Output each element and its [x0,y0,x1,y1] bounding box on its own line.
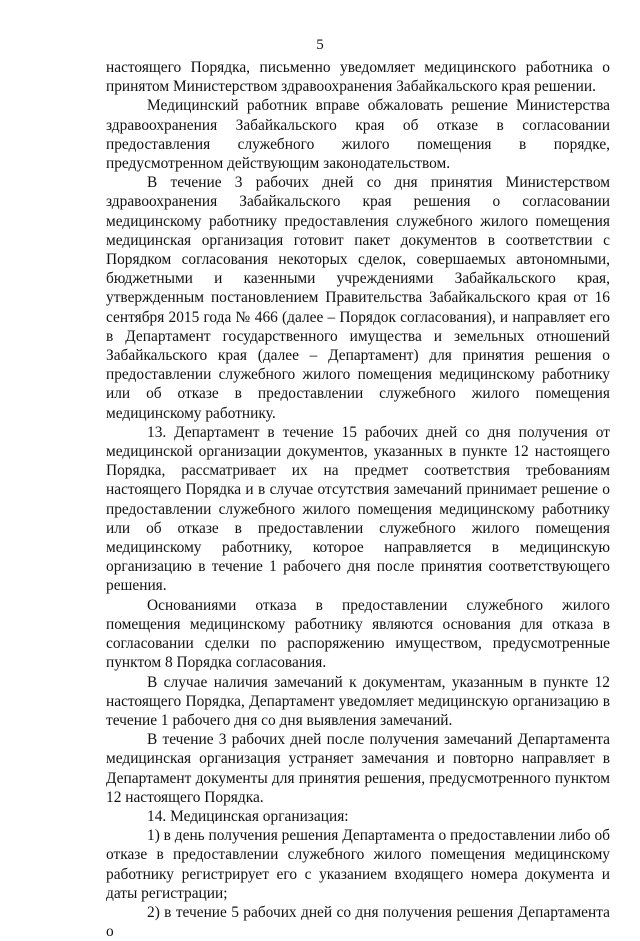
paragraph-remarks-notice: В случае наличия замечаний к документам, указанным в пункте 12 настоящего Порядка, Департамент уведомляет медицинскую организацию в течение 1 рабочего дня со дня выявления замечаний. [106,673,610,729]
paragraph-item-14: 14. Медицинская организация: [147,807,349,825]
paragraph-appeal-right: Медицинский работник вправе обжаловать решение Министерства здравоохранения Забайкальского края об отказе в согласовании предоставления служебного жилого помещения в порядке, предусмотренном действующим законодательством. [106,97,610,173]
paragraph-item-13: 13. Департамент в течение 15 рабочих дней со дня получения от медицинской организации документов, указанных в пункте 12 настоящего Порядка, рассматривает их на предмет соответствия требованиям настоящего Порядка и в случае отсутствия замечаний принимает решение о предоставлении служебного жилого помещения медицинскому работнику или об отказе в предоставлении служебного жилого помещения медицинскому работнику, которое направляется в медицинскую организацию в течение 1 рабочего дня после принятия соответствующего решения. [106,423,610,595]
paragraph-item-14-2: 2) в течение 5 рабочих дней со дня получения решения Департамента о [106,903,610,941]
paragraph-documents-package: В течение 3 рабочих дней со дня принятия Министерством здравоохранения Забайкальского края решения о согласовании медицинскому работнику предоставления служебного жилого помещения медицинская организация готовит пакет документов в соответствии с Порядком согласования некоторых сделок, совершаемых автономными, бюджетными и казенными учреждениями Забайкальского края, утвержденным постановлением Правительства Забайкальского края от 16 сентября 2015 года № 466 (далее – Порядок согласования), и направляет его в Департамент государственного имущества и земельных отношений Забайкальского края (далее – Департамент) для принятия решения о предоставлении служебного жилого помещения медицинскому работнику или об отказе в предоставлении служебного жилого помещения медицинскому работнику. [106,174,610,422]
document-body [106,58,610,941]
page-number: 5 [316,37,324,53]
paragraph-continuation: настоящего Порядка, письменно уведомляет медицинского работника о принятом Министерством здравоохранения Забайкальского края решении. [106,59,610,96]
paragraph-item-14-1: 1) в день получения решения Департамента о предоставлении либо об отказе в предоставлении служебного жилого помещения медицинскому работнику регистрирует его с указанием входящего номера документа и даты регистрации; [106,827,610,902]
paragraph-remarks-fix: В течение 3 рабочих дней после получения замечаний Департамента медицинская организация устраняет замечания и повторно направляет в Департамент документы для принятия решения, предусмотренного пунктом 12 настоящего Порядка. [106,731,610,806]
paragraph-refusal-grounds: Основаниями отказа в предоставлении служебного жилого помещения медицинскому работнику являются основания для отказа в согласовании сделки по распоряжению имуществом, предусмотренные пунктом 8 Порядка согласования. [106,596,610,672]
